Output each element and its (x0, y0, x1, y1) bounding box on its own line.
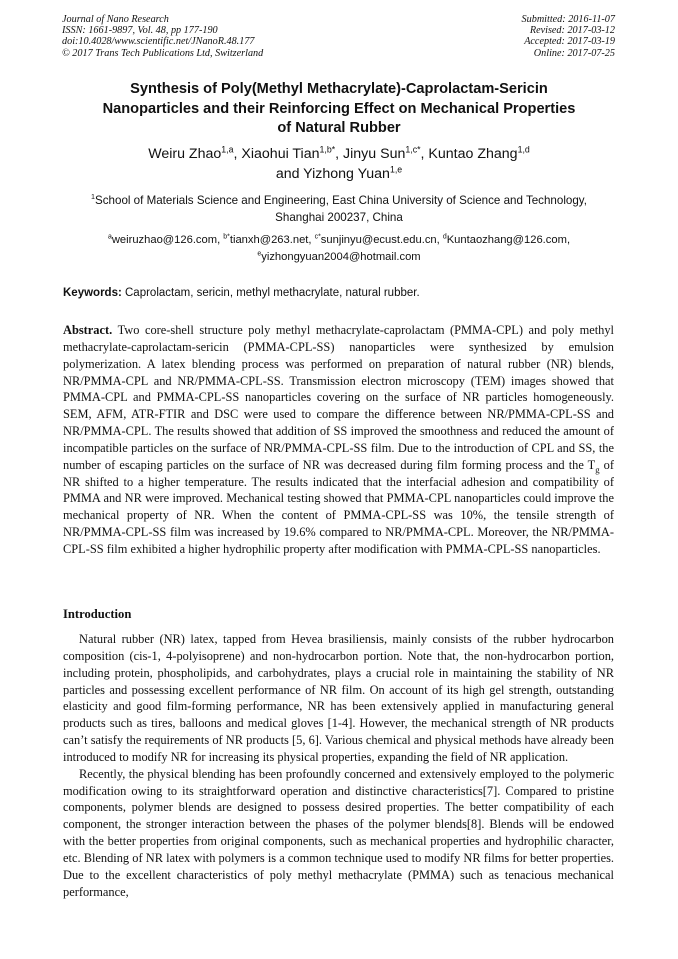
author-affiliation-mark: 1,c* (405, 144, 421, 155)
author-affiliation-mark: 1,e (389, 163, 403, 174)
date-accepted: Accepted: 2017-03-19 (524, 36, 615, 48)
author-affiliation-mark: 1,d (517, 144, 530, 155)
abstract-text: Two core-shell structure poly methyl methacrylate-caprolactam (PMMA-CPL) and poly methyl methacrylate-caprolactam-sericin (PMMA-CPL-SS) nanoparticles were synthesized by emulsion polymerization. A latex blending process was performed on preparation of natural rubber (NR) blends, NR/PMMA-CPL and NR/PMMA-CPL-SS. Transmission electron microscopy (TEM) images showed that PMMA-CPL and PMMA-CPL-SS nanoparticles covering on the surface of NR particles homogeneously. SEM, AFM, ATR-FTIR and DSC were used to compare the difference between NR/PMMA-CPL-SS and NR/PMMA-CPL. The results showed that addition of SS improved the smoothness and reduced the amount of incompatible particles on the surface of NR/PMMA-CPL-SS film. Due to the introduction of CPL and SS, the number of escaping particles on the surface of NR was decreased during film forming process and the T (63, 323, 614, 472)
email-line-2 (50, 249, 628, 266)
email-mark: a (107, 233, 112, 241)
date-online: Online: 2017-07-25 (533, 47, 615, 59)
paragraph: Recently, the physical blending has been profoundly concerned and extensively employed to the polymeric modification owing to its straightforward operation and distinctive characteristics[7]. Compared to pristine components, polymer blends are designed to possess desired properties. The better compatibility of each component, the stronger interaction between the phases of the polymer blends[8]. Blends will be endowed with the better properties from original components, such as mechanical properties and hydrophilic character, etc. Blending of NR latex with polymers is a common technique used to modify NR films for better properties. Due to the excellent characteristics of poly methyl methacrylate (PMMA) such as tenacious mechanical performance, (63, 766, 614, 899)
journal-doi: doi:10.4028/www.scientific.net/JNanoR.48.177 (62, 36, 255, 48)
email-mark: e (257, 250, 262, 258)
email-address[interactable]: weiruzhao@126.com (111, 234, 218, 246)
author-affiliation-mark: 1,b* (319, 144, 336, 155)
affiliation-text: School of Materials Science and Engineering, East China University of Science and Technology, (95, 194, 587, 207)
author-name: Kuntao Zhang (428, 146, 518, 162)
author-affiliation-mark: 1,a (221, 144, 234, 155)
keywords-label: Keywords: (63, 287, 122, 299)
journal-name: Journal of Nano Research (62, 14, 169, 25)
tg-subscript: g (595, 464, 600, 475)
affiliation (50, 192, 628, 227)
keywords-text: Caprolactam, sericin, methyl methacrylate, natural rubber. (125, 287, 420, 299)
abstract-text-continued: of NR shifted to a higher temperature. The results indicated that the interfacial adhesion and compatibility of PMMA and NR were improved. Mechanical testing showed that PMMA-CPL nanoparticles could improve the mechanical property of NR. When the content of PMMA-CPL-SS was 10%, the tensile strength of NR/PMMA-CPL-SS film was increased by 19.6% compared to NR/PMMA-CPL. Moreover, the NR/PMMA-CPL-SS film exhibited a higher hydrophilic property after modification with PMMA-CPL-SS nanoparticles. (63, 457, 614, 556)
email-line-1: $^a$weiruzhao@126.com, $^{b*}$tianxh@263.net, $^{c*}$sunjinyu@ecust.edu.cn, $^d$Kuntaozhang@126.com, (107, 233, 571, 246)
author-name: Xiaohui Tian (241, 146, 320, 162)
abstract (63, 322, 614, 558)
journal-issn: ISSN: 1661-9897, Vol. 48, pp 177-190 (62, 25, 218, 37)
email-address[interactable]: Kuntaozhang@126.com (446, 234, 567, 246)
author-list (40, 145, 638, 184)
affiliation-line-1 (50, 192, 628, 209)
email-address[interactable]: yizhongyuan2004@hotmail.com (261, 251, 421, 263)
author-name: Weiru Zhao (148, 146, 222, 162)
date-revised: Revised: 2017-03-12 (529, 25, 615, 37)
journal-copyright: © 2017 Trans Tech Publications Ltd, Switzerland (62, 47, 264, 59)
email-mark: d (442, 233, 447, 241)
author-conjunction: and (275, 165, 300, 182)
title-line-1: Synthesis of Poly(Methyl Methacrylate)-Caprolactam-Sericin (130, 81, 548, 97)
email-address[interactable]: tianxh@263.net (229, 234, 309, 246)
paper-title (40, 80, 638, 139)
author-line-1: Weiru Zhao$^{1,a}$, Xiaohui Tian$^{1,b*}$, Jinyu Sun$^{1,c*}$, Kuntao Zhang$^{1,d}$ (148, 144, 530, 162)
date-submitted: Submitted: 2016-11-07 (521, 14, 615, 25)
abstract-label: Abstract. (63, 323, 113, 337)
affiliation-line-2: Shanghai 200237, China (275, 211, 403, 225)
author-emails (50, 232, 628, 266)
journal-info (62, 14, 263, 59)
publication-dates (522, 14, 615, 59)
email-address[interactable]: sunjinyu@ecust.edu.cn (320, 234, 437, 246)
section-heading-introduction: Introduction (63, 607, 132, 621)
email-mark: c* (314, 233, 321, 241)
author-line-2 (40, 165, 638, 185)
author-name: Jinyu Sun (343, 146, 406, 162)
affiliation-mark: 1 (91, 192, 96, 202)
keywords (63, 286, 623, 301)
paragraph: Natural rubber (NR) latex, tapped from Hevea brasiliensis, mainly consists of the rubber hydrocarbon composition (cis-1, 4-polyisoprene) and non-hydrocarbon portion. Note that, the non-hydrocarbon portion, including protein, phospholipids, and carbohydrates, plays a crucial role in maintaining the stability of NR particles and possessing excellent performance of NR film. On account of its high gel strength, outstanding elasticity and good film-forming performance, NR has been extensively applied in manufacturing general products such as tires, balloons and medical gloves [1-4]. However, the mechanical strength of NR products can’t satisfy the requirements of NR products [5, 6]. Various chemical and physical methods have already been introduced to modify NR for increasing its physical properties, expanding the field of NR application. (63, 632, 614, 764)
title-line-3: of Natural Rubber (277, 120, 401, 137)
author-name: Yizhong Yuan (303, 165, 390, 182)
title-line-2: Nanoparticles and their Reinforcing Effect on Mechanical Properties (102, 100, 576, 117)
email-mark: b* (223, 233, 230, 241)
introduction-body (63, 631, 614, 901)
